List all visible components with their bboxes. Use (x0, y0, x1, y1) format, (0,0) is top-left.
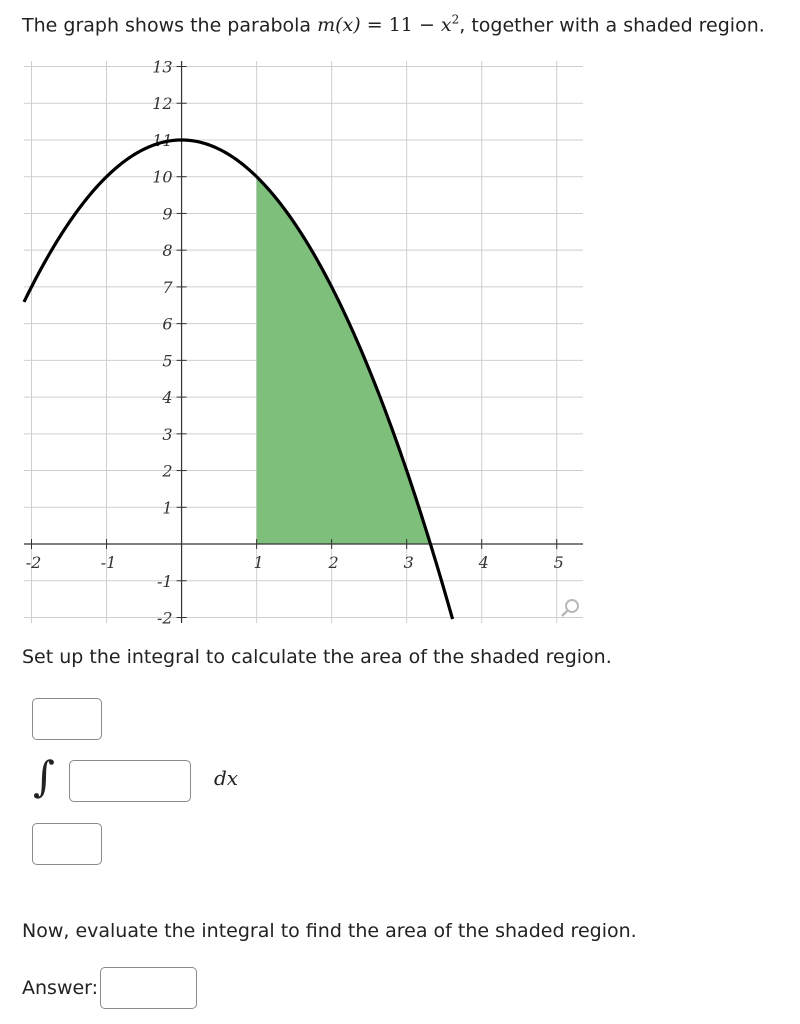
y-tick-label: 6 (162, 314, 173, 334)
dx-label: dx (214, 766, 239, 790)
y-tick-label: 4 (162, 388, 173, 408)
exponent: 2 (451, 13, 460, 27)
lower-limit-input[interactable] (32, 823, 102, 865)
x-tick-label: 5 (553, 553, 564, 573)
y-tick-label: 12 (152, 94, 173, 114)
x-tick-label: -2 (25, 553, 42, 573)
answer-label: Answer: (22, 977, 99, 999)
x-tick-label: 3 (403, 553, 414, 573)
y-tick-label: 1 (162, 498, 173, 518)
intro-before: The graph shows the parabola (22, 14, 312, 37)
answer-input[interactable] (100, 967, 197, 1009)
function-name: m(x) (317, 14, 361, 37)
x-tick-label: -1 (100, 553, 117, 573)
y-tick-label: 9 (162, 204, 173, 224)
intro-after: , together with a shaded region. (459, 14, 765, 37)
y-tick-label: -2 (156, 608, 173, 628)
variable-term: x (440, 14, 452, 37)
x-tick-label: 2 (328, 553, 339, 573)
minus-sign: − (418, 14, 435, 37)
y-tick-label: 5 (162, 351, 173, 371)
y-tick-label: 7 (162, 277, 173, 297)
x-tick-label: 1 (253, 553, 264, 573)
y-tick-label: 10 (152, 167, 173, 187)
y-tick-label: 11 (152, 130, 173, 150)
integrand-input[interactable] (69, 760, 191, 802)
integral-symbol: ∫ (33, 752, 55, 801)
constant-term: 11 (388, 14, 413, 37)
y-tick-label: 2 (162, 461, 173, 481)
y-tick-label: -1 (156, 571, 173, 591)
y-tick-label: 8 (162, 241, 173, 261)
evaluate-prompt: Now, evaluate the integral to find the area of the shaded region. (22, 920, 637, 942)
x-tick-label: 4 (478, 553, 489, 573)
y-tick-label: 3 (162, 424, 173, 444)
setup-prompt: Set up the integral to calculate the area of the shaded region. (22, 646, 612, 668)
upper-limit-input[interactable] (32, 698, 102, 740)
equals-sign: = (366, 14, 383, 37)
magnifier-icon[interactable] (562, 600, 578, 616)
y-tick-label: 13 (152, 57, 173, 77)
parabola-curve (24, 140, 453, 619)
